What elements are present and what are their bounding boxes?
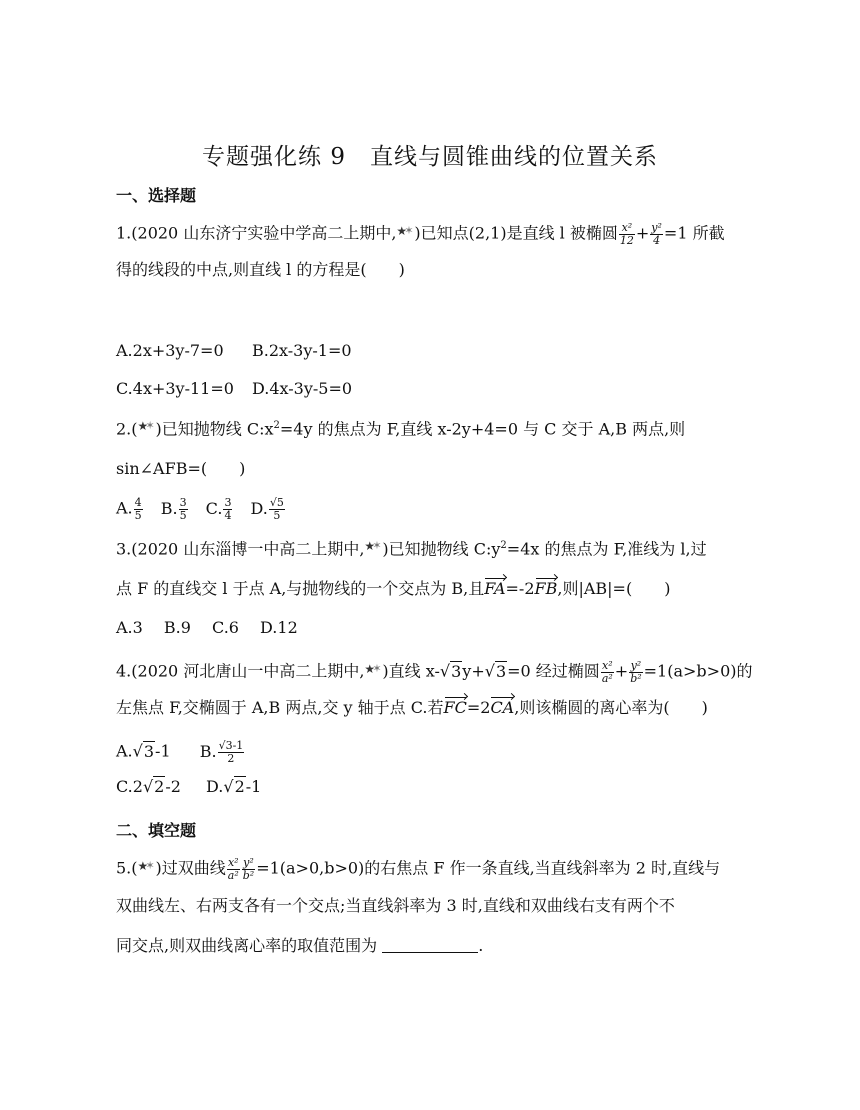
question-4-options-ab: A.√3-1 B. $\frac{√3-1}{2}$ [116, 739, 244, 765]
difficulty-star-icon [364, 543, 382, 555]
question-5-line-2: 双曲线左、右两支各有一个交点;当直线斜率为 3 时,直线和双曲线右支有两个不 [116, 896, 675, 915]
fraction: $\frac{4}{5}$ [134, 496, 142, 522]
fraction: $\frac{3}{5}$ [179, 496, 187, 522]
question-4-options-cd: C.2√2-2 D.√2-1 [116, 777, 262, 796]
question-4-line-1: 4.(2020 河北唐山一中高二上期中,★ ✶ )直线 x-√3y+√3=0 经过椭圆 $\frac{\text{x²}}{\text{a²}}$ + $\frac{\text{y²}}{\text{b²}}$ =1(a>b>0)的 [116, 660, 753, 684]
question-1-option-a: A.2x+3y-7=0 [116, 341, 224, 360]
fraction: $\frac{\text{x²}}{\text{a²}}$ [601, 659, 613, 685]
fraction: $\frac{√3-1}{2}$ [218, 739, 244, 765]
question-3-line-2: 点 F 的直线交 l 于点 A,与抛物线的一个交点为 B,且FA=-2FB,则|AB|=( ) [116, 579, 671, 598]
question-3-line-1: 3.(2020 山东淄博一中高二上期中,★ ✶ )已知抛物线 $C:y^2=4x$ 的焦点为 F,准线为 l,过 [116, 541, 707, 557]
fraction: $\frac{\text{y²}}{\text{b²}}$ [630, 659, 642, 685]
difficulty-star-icon [364, 666, 382, 678]
question-2-line-1: 2.(★ ✶ )已知抛物线 $C:x^2=4y$ 的焦点为 F,直线 x-2y+4=0 与 C 交于 A,B 两点,则 [116, 421, 685, 437]
question-1-option-d: D.4x-3y-5=0 [252, 379, 353, 398]
question-1-option-b: B.2x-3y-1=0 [252, 341, 352, 360]
section-heading-choice: 一、选择题 [116, 186, 197, 205]
vector: FC [443, 698, 467, 717]
section-heading-fill: 二、填空题 [116, 821, 197, 840]
difficulty-star-icon [138, 423, 156, 435]
vector: FA [484, 579, 506, 598]
question-1-option-c: C.4x+3y-11=0 [116, 379, 234, 398]
fraction: $\frac{\text{x²}}{\text{a²}}$ [227, 856, 239, 882]
fraction: $\frac{√5}{5}$ [269, 496, 284, 522]
difficulty-star-icon [138, 863, 156, 875]
difficulty-star-icon [396, 228, 414, 240]
question-1-line-1: 1.(2020 山东济宁实验中学高二上期中,★ ✶ )已知点(2,1)是直线 l 被椭圆 $\frac{\text{x²}}{12}$ + $\frac{\text{y²}}{4}$ =1 所截 [116, 222, 725, 246]
question-5-line-1: 5.(★ ✶ )过双曲线 $\frac{\text{x²}}{\text{a²}}$ $\frac{\text{y²}}{\text{b²}}$ =1(a>0,b>0)的右焦点 F 作一条直线,当直线斜率为 2 时,直线与 [116, 857, 720, 881]
question-2-line-2: sin∠AFB=( ) [116, 459, 246, 478]
fraction: $\frac{\text{y²}}{4}$ [651, 221, 662, 247]
fraction: $\frac{\text{x²}}{12}$ [619, 221, 634, 247]
page-title: 专题强化练 9 直线与圆锥曲线的位置关系 [202, 144, 658, 170]
question-1-line-2: 得的线段的中点,则直线 l 的方程是( ) [116, 260, 405, 279]
vector: CA [490, 698, 515, 717]
vector: FB [534, 579, 558, 598]
answer-blank[interactable] [382, 952, 478, 953]
question-5-line-3: 同交点,则双曲线离心率的取值范围为 . [116, 936, 484, 955]
fraction: $\frac{\text{y²}}{\text{b²}}$ [242, 856, 255, 882]
question-3-options: A.3 B.9 C.6 D.12 [116, 618, 298, 637]
question-2-options: A. $\frac{4}{5}$ B. $\frac{3}{5}$ C. $\frac{3}{4}$ D. $\frac{√5}{5}$ [116, 496, 284, 522]
question-4-line-2: 左焦点 F,交椭圆于 A,B 两点,交 y 轴于点 C.若FC=2CA,则该椭圆的离心率为( ) [116, 698, 708, 717]
fraction: $\frac{3}{4}$ [224, 496, 232, 522]
